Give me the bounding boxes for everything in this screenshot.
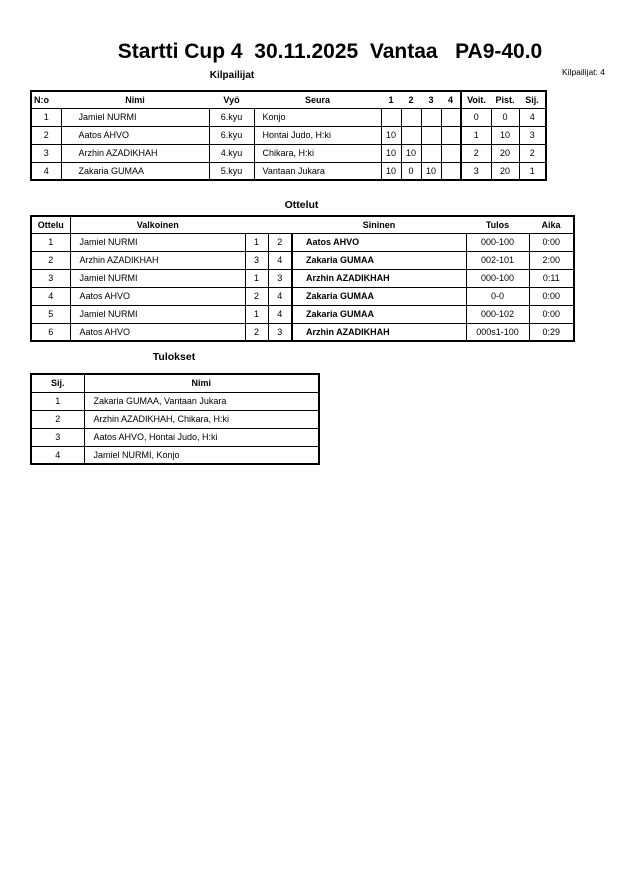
cell-name-and-club: Aatos AHVO, Hontai Judo, H:ki <box>84 428 319 446</box>
cell-round1-score: 10 <box>381 144 401 162</box>
cell-round2-score <box>401 126 421 144</box>
tulokset-row <box>31 428 319 446</box>
cell-competitor-name: Arzhin AZADIKHAH <box>61 144 209 162</box>
cell-match-number: 4 <box>31 287 70 305</box>
cell-blue-player: Zakaria GUMAA <box>292 287 466 305</box>
cell-name-and-club: Arzhin AZADIKHAH, Chikara, H:ki <box>84 410 319 428</box>
cell-placement: 1 <box>519 162 546 180</box>
cell-white-number: 1 <box>245 269 268 287</box>
cell-competitor-number: 2 <box>31 126 61 144</box>
cell-placement: 1 <box>31 392 84 410</box>
cell-name-and-club: Zakaria GUMAA, Vantaan Jukara <box>84 392 319 410</box>
cell-white-number: 3 <box>245 251 268 269</box>
cell-name-and-club: Jamiel NURMI, Konjo <box>84 446 319 464</box>
cell-belt-grade: 6.kyu <box>209 126 254 144</box>
cell-placement: 4 <box>31 446 84 464</box>
ottelut-header-row <box>31 216 574 233</box>
cell-result: 0-0 <box>466 287 529 305</box>
cell-points: 20 <box>491 144 519 162</box>
kilpailijat-row <box>31 144 546 162</box>
col-header-nimi: Nimi <box>61 91 209 108</box>
tulokset-row <box>31 392 319 410</box>
kilpailijat-section-title: Kilpailijat <box>209 70 255 81</box>
cell-white-player: Jamiel NURMI <box>70 233 245 251</box>
cell-match-number: 1 <box>31 233 70 251</box>
tulokset-row <box>31 446 319 464</box>
ottelut-row <box>31 269 574 287</box>
kilpailijat-row <box>31 108 546 126</box>
col-header-round2: 2 <box>401 91 421 108</box>
cell-blue-number: 3 <box>268 269 292 287</box>
col-header-tulos: Tulos <box>466 216 529 233</box>
cell-match-number: 3 <box>31 269 70 287</box>
cell-competitor-name: Aatos AHVO <box>61 126 209 144</box>
tulokset-row <box>31 410 319 428</box>
cell-blue-number: 2 <box>268 233 292 251</box>
cell-belt-grade: 4.kyu <box>209 144 254 162</box>
cell-round3-score <box>421 144 441 162</box>
cell-blue-player: Aatos AHVO <box>292 233 466 251</box>
ottelut-section-title: Ottelut <box>284 199 319 211</box>
ottelut-row <box>31 323 574 341</box>
col-header-round4: 4 <box>441 91 461 108</box>
col-header-aika: Aika <box>529 216 574 233</box>
cell-points: 20 <box>491 162 519 180</box>
col-header-ottelu: Ottelu <box>31 216 70 233</box>
page-title: Startti Cup 4 30.11.2025 Vantaa PA9-40.0 <box>117 40 543 63</box>
cell-time: 0:00 <box>529 287 574 305</box>
cell-placement: 4 <box>519 108 546 126</box>
cell-round2-score: 0 <box>401 162 421 180</box>
cell-white-number: 1 <box>245 305 268 323</box>
col-header-seura: Seura <box>254 91 381 108</box>
cell-belt-grade: 5.kyu <box>209 162 254 180</box>
cell-competitor-number: 4 <box>31 162 61 180</box>
cell-round4-score <box>441 126 461 144</box>
cell-round4-score <box>441 162 461 180</box>
cell-round3-score <box>421 126 441 144</box>
col-header-no: N:o <box>31 91 61 108</box>
ottelut-row <box>31 233 574 251</box>
ottelut-row <box>31 251 574 269</box>
header-spacer <box>245 216 292 233</box>
tulokset-table <box>30 373 320 465</box>
cell-wins: 2 <box>461 144 491 162</box>
cell-points: 10 <box>491 126 519 144</box>
cell-wins: 1 <box>461 126 491 144</box>
kilpailijat-row <box>31 162 546 180</box>
cell-blue-number: 4 <box>268 287 292 305</box>
cell-competitor-name: Jamiel NURMI <box>61 108 209 126</box>
cell-blue-number: 3 <box>268 323 292 341</box>
cell-competitor-number: 3 <box>31 144 61 162</box>
cell-club: Vantaan Jukara <box>254 162 381 180</box>
cell-match-number: 6 <box>31 323 70 341</box>
kilpailijat-row <box>31 126 546 144</box>
cell-competitor-number: 1 <box>31 108 61 126</box>
cell-blue-number: 4 <box>268 251 292 269</box>
cell-placement: 3 <box>519 126 546 144</box>
cell-round3-score: 10 <box>421 162 441 180</box>
cell-round4-score <box>441 144 461 162</box>
cell-time: 0:00 <box>529 305 574 323</box>
cell-match-number: 2 <box>31 251 70 269</box>
col-header-pist: Pist. <box>491 91 519 108</box>
kilpailijat-header-row <box>31 91 546 108</box>
cell-round1-score <box>381 108 401 126</box>
cell-placement: 3 <box>31 428 84 446</box>
cell-result: 000-100 <box>466 233 529 251</box>
tulokset-header-row <box>31 374 319 392</box>
col-header-valkoinen: Valkoinen <box>70 216 245 233</box>
cell-blue-player: Zakaria GUMAA <box>292 251 466 269</box>
cell-white-player: Aatos AHVO <box>70 287 245 305</box>
cell-points: 0 <box>491 108 519 126</box>
cell-competitor-name: Zakaria GUMAA <box>61 162 209 180</box>
cell-round1-score: 10 <box>381 126 401 144</box>
tulokset-section-title: Tulokset <box>152 351 196 363</box>
cell-white-player: Arzhin AZADIKHAH <box>70 251 245 269</box>
cell-club: Chikara, H:ki <box>254 144 381 162</box>
cell-white-player: Jamiel NURMI <box>70 269 245 287</box>
cell-round4-score <box>441 108 461 126</box>
kilpailijat-table <box>30 90 547 181</box>
col-header-round1: 1 <box>381 91 401 108</box>
col-header-voit: Voit. <box>461 91 491 108</box>
ottelut-row <box>31 287 574 305</box>
cell-match-number: 5 <box>31 305 70 323</box>
cell-time: 0:00 <box>529 233 574 251</box>
col-header-sij: Sij. <box>519 91 546 108</box>
cell-time: 0:29 <box>529 323 574 341</box>
cell-white-number: 2 <box>245 323 268 341</box>
ottelut-table <box>30 215 575 342</box>
cell-round3-score <box>421 108 441 126</box>
cell-time: 2:00 <box>529 251 574 269</box>
cell-wins: 3 <box>461 162 491 180</box>
cell-result: 000-102 <box>466 305 529 323</box>
competitor-count-note: Kilpailijat: 4 <box>562 67 605 77</box>
cell-result: 000-100 <box>466 269 529 287</box>
col-header-sininen: Sininen <box>292 216 466 233</box>
cell-placement: 2 <box>31 410 84 428</box>
cell-white-player: Jamiel NURMI <box>70 305 245 323</box>
cell-round2-score: 10 <box>401 144 421 162</box>
cell-blue-player: Zakaria GUMAA <box>292 305 466 323</box>
col-header-round3: 3 <box>421 91 441 108</box>
cell-round2-score <box>401 108 421 126</box>
cell-placement: 2 <box>519 144 546 162</box>
cell-blue-number: 4 <box>268 305 292 323</box>
cell-white-number: 1 <box>245 233 268 251</box>
cell-club: Hontai Judo, H:ki <box>254 126 381 144</box>
col-header-vyo: Vyö <box>209 91 254 108</box>
cell-club: Konjo <box>254 108 381 126</box>
cell-blue-player: Arzhin AZADIKHAH <box>292 269 466 287</box>
col-header-nimi: Nimi <box>84 374 319 392</box>
cell-white-number: 2 <box>245 287 268 305</box>
cell-time: 0:11 <box>529 269 574 287</box>
col-header-sij: Sij. <box>31 374 84 392</box>
cell-wins: 0 <box>461 108 491 126</box>
cell-result: 000s1-100 <box>466 323 529 341</box>
cell-blue-player: Arzhin AZADIKHAH <box>292 323 466 341</box>
cell-round1-score: 10 <box>381 162 401 180</box>
cell-white-player: Aatos AHVO <box>70 323 245 341</box>
ottelut-row <box>31 305 574 323</box>
cell-result: 002-101 <box>466 251 529 269</box>
cell-belt-grade: 6.kyu <box>209 108 254 126</box>
